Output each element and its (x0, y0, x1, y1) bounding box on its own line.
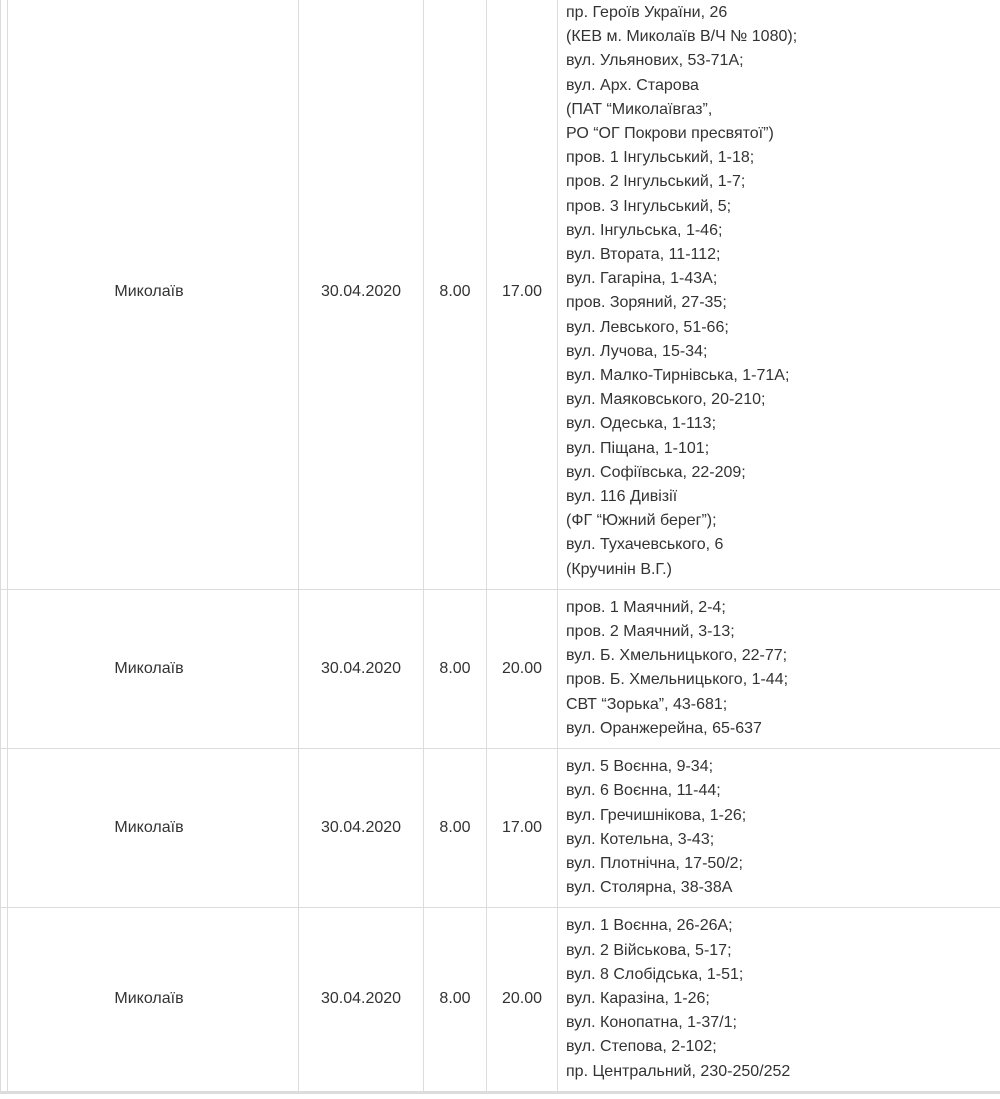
addresses-cell (558, 0, 1000, 589)
address-line: вул. Плотнічна, 17-50/2; (566, 854, 743, 872)
start-time-cell: 8.00 (424, 0, 487, 589)
address-line: вул. 116 Дивізії (566, 488, 678, 506)
address-line: пров. 3 Інгульський, 5; (566, 197, 732, 215)
row-gutter-cell (1, 908, 8, 1092)
address-line: вул. Одеська, 1-113; (566, 415, 717, 433)
address-line: (КЕВ м. Миколаїв В/Ч № 1080); (566, 28, 798, 46)
address-line: вул. Арх. Старова (566, 76, 699, 94)
address-line: вул. Степова, 2-102; (566, 1038, 717, 1056)
address-line: вул. Лучова, 15-34; (566, 342, 708, 360)
address-line: (Кручинін В.Г.) (566, 560, 672, 578)
address-line: вул. Левського, 51-66; (566, 318, 729, 336)
address-line: вул. Маяковського, 20-210; (566, 391, 766, 409)
date-cell: 30.04.2020 (299, 0, 424, 589)
address-line: пров. 1 Маячний, 2-4; (566, 598, 726, 616)
address-line: пров. Б. Хмельницького, 1-44; (566, 671, 789, 689)
address-line: (ФГ “Южний берег”); (566, 512, 717, 530)
address-line: СВТ “Зорька”, 43-681; (566, 695, 728, 713)
address-line: вул. 2 Військова, 5-17; (566, 941, 732, 959)
address-line: пров. 2 Інгульський, 1-7; (566, 173, 746, 191)
table-row (1, 908, 1000, 1092)
city-cell: Миколаїв (8, 589, 299, 748)
address-line: вул. Каразіна, 1-26; (566, 989, 710, 1007)
address-line: вул. Піщана, 1-101; (566, 439, 710, 457)
address-line: вул. 6 Воєнна, 11-44; (566, 782, 721, 800)
start-time-cell: 8.00 (424, 589, 487, 748)
city-cell: Миколаїв (8, 908, 299, 1092)
end-time-cell: 20.00 (487, 589, 558, 748)
addresses-cell (558, 749, 1000, 908)
address-line: вул. Оранжерейна, 65-637 (566, 719, 762, 737)
address-line: вул. Столярна, 38-38А (566, 879, 733, 897)
row-gutter-cell (1, 0, 8, 589)
city-cell: Миколаїв (8, 0, 299, 589)
address-line: (ПАТ “Миколаївгаз”, (566, 100, 713, 118)
row-gutter-cell (1, 589, 8, 748)
address-line: пр. Центральний, 230-250/252 (566, 1062, 791, 1080)
end-time-cell: 17.00 (487, 0, 558, 589)
addresses-cell (558, 908, 1000, 1092)
address-line: вул. 8 Слобідська, 1-51; (566, 965, 744, 983)
row-gutter-cell (1, 749, 8, 908)
address-line: вул. Гречишнікова, 1-26; (566, 806, 747, 824)
address-line: вул. Інгульська, 1-46; (566, 221, 723, 239)
addresses-cell (558, 589, 1000, 748)
start-time-cell: 8.00 (424, 749, 487, 908)
address-line: вул. Конопатна, 1-37/1; (566, 1014, 737, 1032)
city-cell: Миколаїв (8, 749, 299, 908)
table-row (1, 589, 1000, 748)
end-time-cell: 17.00 (487, 749, 558, 908)
address-line: вул. Б. Хмельницького, 22-77; (566, 647, 788, 665)
date-cell: 30.04.2020 (299, 589, 424, 748)
address-line: вул. Софіївська, 22-209; (566, 463, 746, 481)
address-line: вул. Гагаріна, 1-43А; (566, 270, 718, 288)
table-row (1, 0, 1000, 589)
address-line: РО “ОГ Покрови пресвятої”) (566, 125, 774, 143)
address-line: вул. Котельна, 3-43; (566, 830, 715, 848)
address-line: вул. Малко-Тирнівська, 1-71А; (566, 367, 790, 385)
address-line: вул. Втората, 11-112; (566, 246, 721, 264)
date-cell: 30.04.2020 (299, 908, 424, 1092)
end-time-cell: 20.00 (487, 908, 558, 1092)
table-row (1, 749, 1000, 908)
address-line: вул. Ульянових, 53-71А; (566, 52, 744, 70)
address-line: пров. 1 Інгульський, 1-18; (566, 149, 755, 167)
address-line: пров. Зоряний, 27-35; (566, 294, 727, 312)
address-line: пр. Героїв України, 26 (566, 4, 728, 21)
date-cell: 30.04.2020 (299, 749, 424, 908)
start-time-cell: 8.00 (424, 908, 487, 1092)
address-line: вул. Тухачевського, 6 (566, 536, 724, 554)
address-line: вул. 5 Воєнна, 9-34; (566, 758, 714, 776)
address-line: пров. 2 Маячний, 3-13; (566, 623, 735, 641)
address-line: вул. 1 Воєнна, 26-26А; (566, 917, 733, 935)
